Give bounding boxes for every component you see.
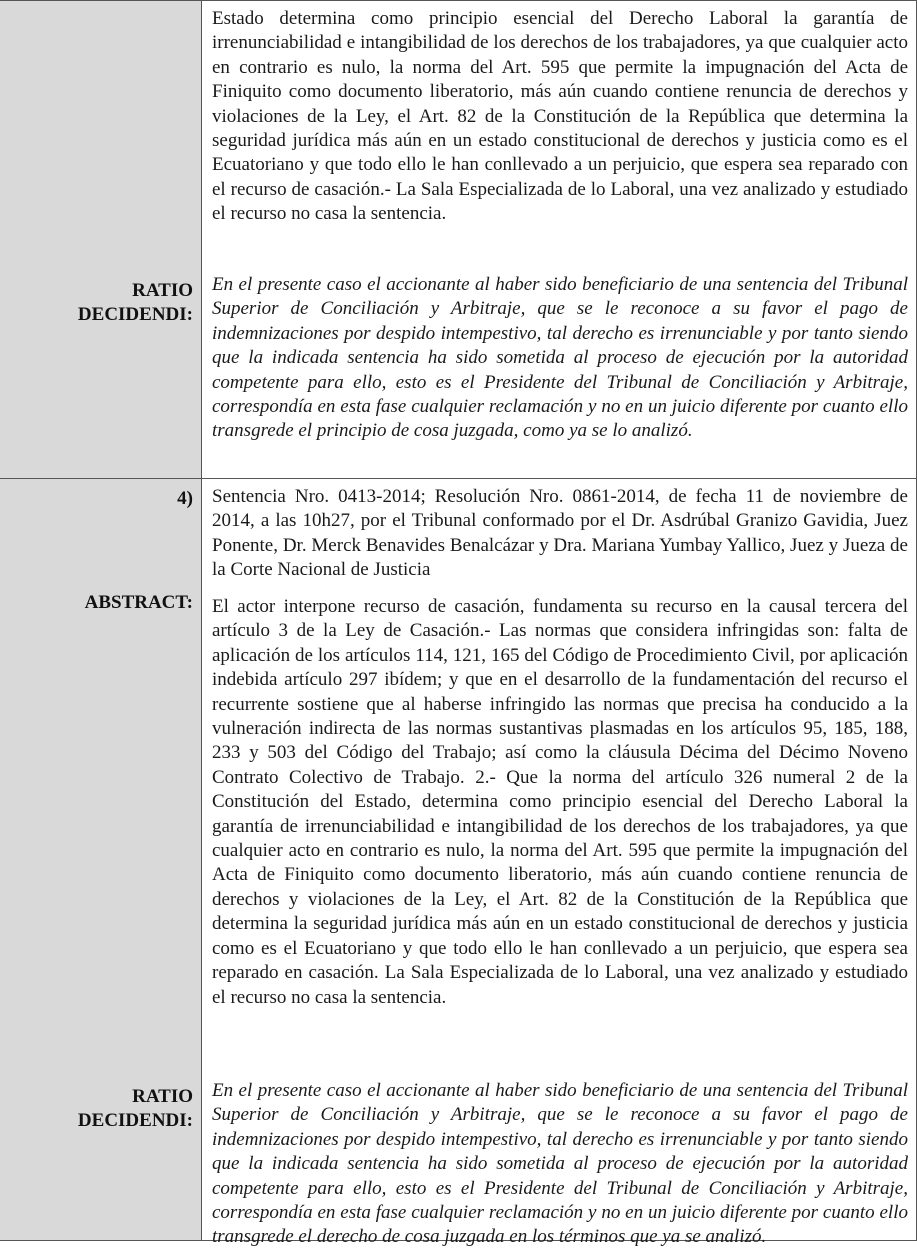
text-column: [202, 1, 917, 478]
sentencia-reference-text: Sentencia Nro. 0413-2014; Resolución Nro. 0861-2014, de fecha 11 de noviembre de 2014, a las 10h27, por el Tribunal conformado por el Dr. Asdrúbal Granizo Gavidia, Juez Ponente, Dr. Merck Benavides Benalcázar y Dra. Mariana Yumbay Yallico, Juez y Jueza de la Corte Nacional de Justicia: [212, 486, 908, 581]
abstract-label: ABSTRACT:: [84, 592, 193, 613]
case-row-4: [0, 478, 917, 1248]
abstract-continuation-text: Estado determina como principio esencial del Derecho Laboral la garantía de irrenunciabilidad e intangibilidad de los derechos de los trabajadores, ya que cualquier acto en contrario es nulo, la norma del Art. 595 que permite la impugnación del Acta de Finiquito como documento liberatorio, más aún cuando contiene renuncia de derechos y violaciones de la Ley, el Art. 82 de la Constitución de la República que determina la seguridad jurídica más aún en un estado constitucional de derechos y justicia como es el Ecuatoriano y que todo ello le han conllevado a un perjuicio, que espera sea reparado con el recurso de casación.- La Sala Especializada de lo Laboral, una vez analizado y estudiado el recurso no casa la sentencia.: [212, 8, 908, 225]
label-column: [0, 479, 202, 1240]
ratio-label-line-1: RATIO: [132, 280, 193, 301]
label-column: [0, 1, 202, 478]
case-row-continued: [0, 0, 917, 478]
ratio-label-line-1: RATIO: [132, 1086, 193, 1107]
ratio-label-line-2: DECIDENDI:: [77, 304, 193, 325]
ratio-decidendi-label: [78, 1085, 193, 1133]
ratio-decidendi-text: En el presente caso el accionante al haber sido beneficiario de una sentencia del Tribunal Superior de Conciliación y Arbitraje, que se le reconoce a su favor el pago de indemnizaciones por despido intempestivo, tal derecho es irrenunciable y por tanto siendo que la indicada sentencia ha sido sometida al proceso de ejecución por la autoridad competente para ello, esto es el Presidente del Tribunal de Conciliación y Arbitraje, correspondía en esta fase cualquier reclamación y no en un juicio diferente por cuanto ello transgrede el derecho de cosa juzgada en los términos que ya se analizó.: [212, 1080, 908, 1248]
text-column: [202, 479, 917, 1248]
case-number: 4): [177, 488, 193, 509]
abstract-text: El actor interpone recurso de casación, fundamenta su recurso en la causal tercera del artículo 3 de la Ley de Casación.- Las normas que considera infringidas son: falta de aplicación de los artículos 114, 121, 165 del Código de Procedimiento Civil, por aplicación indebida artículo 297 ibídem; y que en el desarrollo de la fundamentación del recurso el recurrente sostiene que al haberse infringido las normas que precisa ha conducido a la vulneración indirecta de las normas sustantivas plasmadas en los artículos 95, 185, 188, 233 y 503 del Código del Trabajo; así como la cláusula Décima del Décimo Noveno Contrato Colectivo de Trabajo. 2.- Que la norma del artículo 326 numeral 2 de la Constitución del Estado, determina como principio esencial del Derecho Laboral la garantía de irrenunciabilidad e intangibilidad de los derechos de los trabajadores, ya que cualquier acto en contrario es nulo, la norma del Art. 595 que permite la impugnación del Acta de Finiquito como documento liberatorio, más aún cuando contiene renuncia de derechos y violaciones de la Ley, el Art. 82 de la Constitución de la República que determina la seguridad jurídica más aún en un estado constitucional de derechos y justicia como es el Ecuatoriano y que todo ello le han conllevado a un perjuicio, que espera sea reparado en casación. La Sala Especializada de lo Laboral, una vez analizado y estudiado el recurso no casa la sentencia.: [212, 596, 908, 1008]
ratio-decidendi-text: En el presente caso el accionante al haber sido beneficiario de una sentencia del Tribunal Superior de Conciliación y Arbitraje, que se le reconoce a su favor el pago de indemnizaciones por despido intempestivo, tal derecho es irrenunciable y por tanto siendo que la indicada sentencia ha sido sometida al proceso de ejecución por la autoridad competente para ello, esto es el Presidente del Tribunal de Conciliación y Arbitraje, correspondía en esta fase cualquier reclamación y no en un juicio diferente por cuanto ello transgrede el principio de cosa juzgada, como ya se lo analizó.: [212, 274, 908, 442]
ratio-decidendi-label: [78, 279, 193, 327]
ratio-label-line-2: DECIDENDI:: [77, 1110, 193, 1131]
